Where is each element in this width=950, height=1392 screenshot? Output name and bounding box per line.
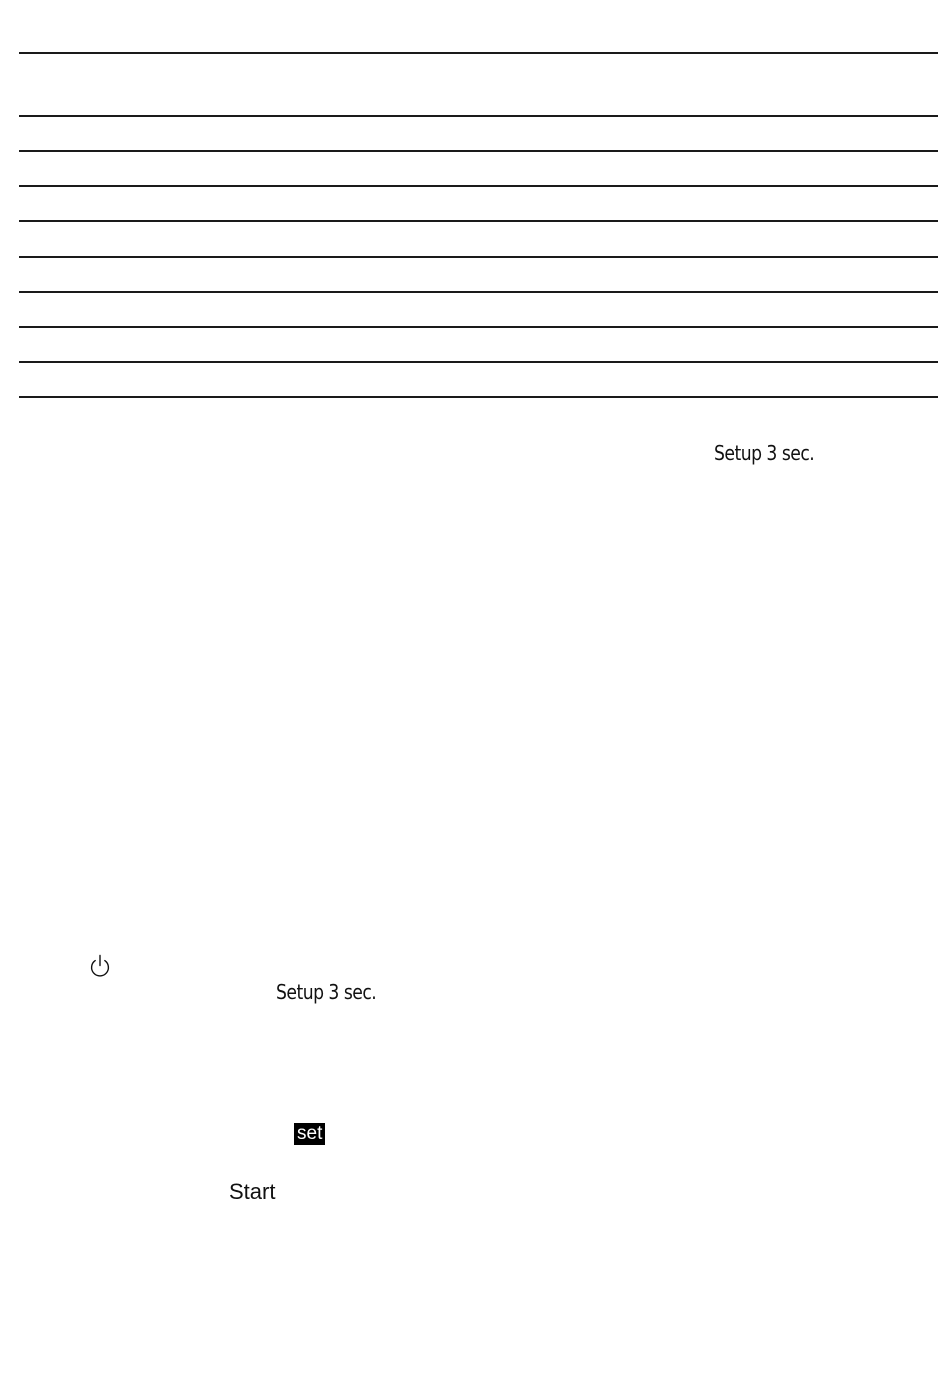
setup-label-top: Setup 3 sec. <box>714 441 815 465</box>
table-rule <box>19 361 938 363</box>
table-rule <box>19 396 938 398</box>
table-rule <box>19 326 938 328</box>
start-label: Start <box>229 1179 276 1204</box>
set-badge: set <box>294 1123 325 1145</box>
table-rule <box>19 150 938 152</box>
power-icon <box>88 953 112 979</box>
table-rule <box>19 256 938 258</box>
table-rule <box>19 291 938 293</box>
table-rule <box>19 115 938 117</box>
table-rule <box>19 52 938 54</box>
setup-label-bottom: Setup 3 sec. <box>276 980 377 1004</box>
table-rule <box>19 220 938 222</box>
table-rule <box>19 185 938 187</box>
